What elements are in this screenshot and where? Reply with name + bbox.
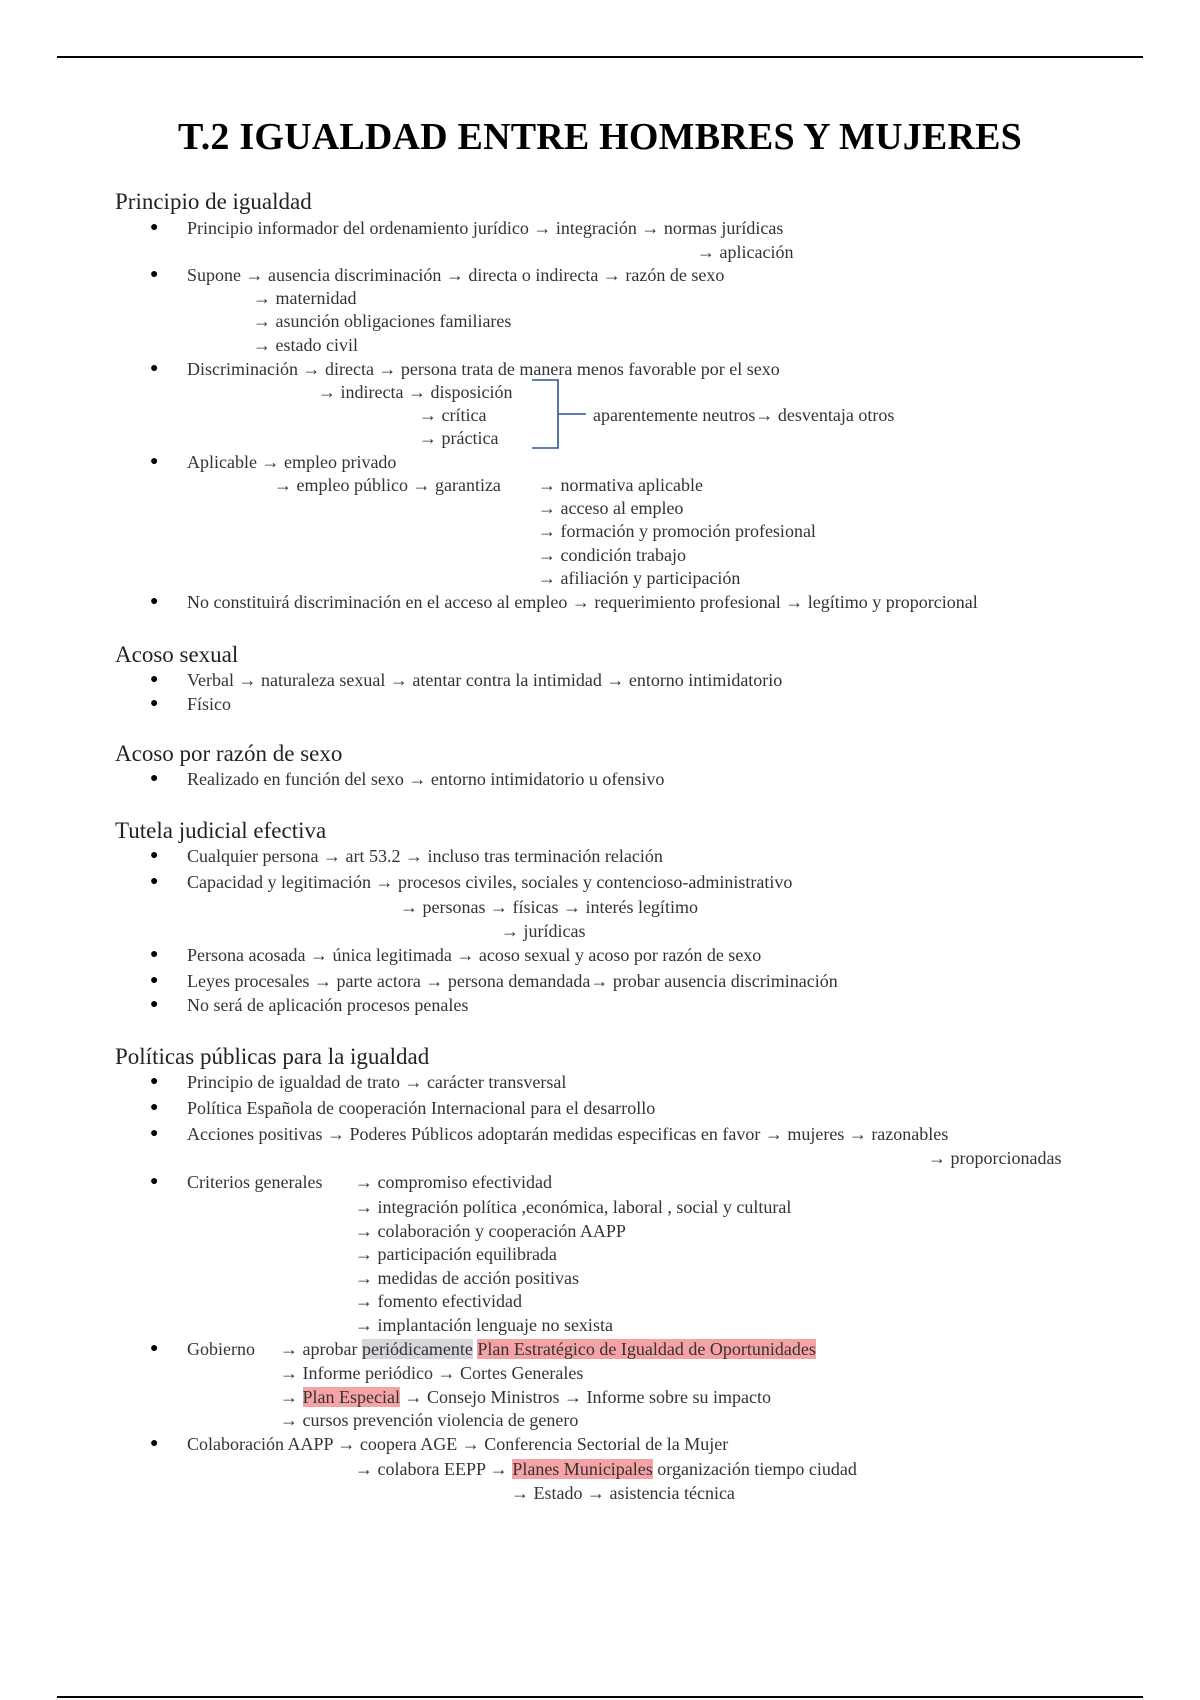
list-item: Aplicable → empleo privado [187,452,397,472]
top-rule [57,56,1143,58]
section-heading-principio: Principio de igualdad [115,189,312,214]
list-item: → normativa aplicable [538,475,703,495]
list-item: → afiliación y participación [538,568,741,588]
list-item: → empleo público → garantiza [274,475,501,495]
bullet: ● [150,848,159,863]
list-text: → [280,1387,303,1407]
list-item: → aplicación [697,242,794,262]
list-item: Gobierno [187,1339,255,1359]
highlight-text: Planes Municipales [512,1459,653,1479]
bullet: ● [150,1126,159,1141]
bullet: ● [150,361,159,376]
list-item: Realizado en función del sexo → entorno intimidatorio u ofensivo [187,769,665,789]
bullet: ● [150,454,159,469]
list-item: → implantación lenguaje no sexista [355,1315,613,1335]
section-heading-acoso-razon-sexo: Acoso por razón de sexo [115,741,343,766]
list-item: Principio informador del ordenamiento jurídico → integración → normas jurídicas [187,218,784,238]
list-item: Acciones positivas → Poderes Públicos adoptarán medidas especificas en favor → mujeres → razonables [187,1124,949,1144]
list-item: No será de aplicación procesos penales [187,995,469,1015]
bullet: ● [150,594,159,609]
list-item: Persona acosada → única legitimada → acoso sexual y acoso por razón de sexo [187,945,762,965]
list-item: → integración política ,económica, laboral , social y cultural [355,1197,792,1217]
list-text: → colabora EEPP → [355,1459,513,1479]
bottom-rule [57,1696,1143,1698]
list-item: → compromiso efectividad [355,1172,552,1192]
highlight-text: periódicamente [361,1339,473,1359]
list-item: Supone → ausencia discriminación → directa o indirecta → razón de sexo [187,265,725,285]
bracket-icon [530,378,590,452]
bullet: ● [150,997,159,1012]
bullet: ● [150,1100,159,1115]
bullet: ● [150,672,159,687]
list-item: → colaboración y cooperación AAPP [355,1221,626,1241]
bullet: ● [150,1341,159,1356]
list-item: No constituirá discriminación en el acceso al empleo → requerimiento profesional → legítimo y proporcional [187,592,978,612]
list-item: → crítica [419,405,487,425]
list-item: → acceso al empleo [538,498,684,518]
list-item: → medidas de acción positivas [355,1268,579,1288]
list-item: → indirecta → disposición [318,382,513,402]
list-item: → Estado → asistencia técnica [511,1483,735,1503]
bullet: ● [150,973,159,988]
list-text: organización tiempo ciudad [652,1459,857,1479]
list-item: Principio de igualdad de trato → carácter transversal [187,1072,567,1092]
list-item: → práctica [419,428,499,448]
section-heading-politicas: Políticas públicas para la igualdad [115,1044,430,1069]
list-item: → jurídicas [501,921,586,941]
list-item: → formación y promoción profesional [538,521,816,541]
list-item: → cursos prevención violencia de genero [280,1410,579,1430]
list-item: → asunción obligaciones familiares [253,311,512,331]
section-heading-acoso-sexual: Acoso sexual [115,642,239,667]
highlight-text: Plan Estratégico de Igualdad de Oportunidades [477,1339,816,1359]
list-item: aparentemente neutros→ desventaja otros [593,405,895,425]
list-item: Capacidad y legitimación → procesos civiles, sociales y contencioso-administrativo [187,872,793,892]
list-item: Físico [187,694,232,714]
list-item: → fomento efectividad [355,1291,522,1311]
bullet: ● [150,1174,159,1189]
list-text: → Consejo Ministros → Informe sobre su impacto [399,1387,771,1407]
bullet: ● [150,771,159,786]
highlight-text: Plan Especial [302,1387,400,1407]
bullet: ● [150,1074,159,1089]
list-item: Colaboración AAPP → coopera AGE → Conferencia Sectorial de la Mujer [187,1434,729,1454]
bullet: ● [150,1436,159,1451]
list-item: Verbal → naturaleza sexual → atentar contra la intimidad → entorno intimidatorio [187,670,783,690]
list-item: → maternidad [253,288,357,308]
bullet: ● [150,220,159,235]
list-item: Política Española de cooperación Internacional para el desarrollo [187,1098,656,1118]
page-title: T.2 IGUALDAD ENTRE HOMBRES Y MUJERES [178,116,1022,158]
bullet: ● [150,947,159,962]
list-item: Criterios generales [187,1172,323,1192]
list-item: Leyes procesales → parte actora → persona demandada→ probar ausencia discriminación [187,971,838,991]
bullet: ● [150,874,159,889]
bullet: ● [150,267,159,282]
list-item [280,1338,816,1360]
list-item [355,1458,857,1480]
list-item: → condición trabajo [538,545,686,565]
list-text: → aprobar [280,1339,362,1359]
list-item: Cualquier persona → art 53.2 → incluso tras terminación relación [187,846,663,866]
list-item [280,1386,771,1408]
section-heading-tutela: Tutela judicial efectiva [115,818,327,843]
list-item: → Informe periódico → Cortes Generales [280,1363,584,1383]
list-item: → personas → físicas → interés legítimo [400,897,698,917]
list-item: → participación equilibrada [355,1244,557,1264]
list-item: → estado civil [253,335,358,355]
list-item: Discriminación → directa → persona trata de manera menos favorable por el sexo [187,359,780,379]
bullet: ● [150,696,159,711]
list-item: → proporcionadas [928,1148,1062,1168]
